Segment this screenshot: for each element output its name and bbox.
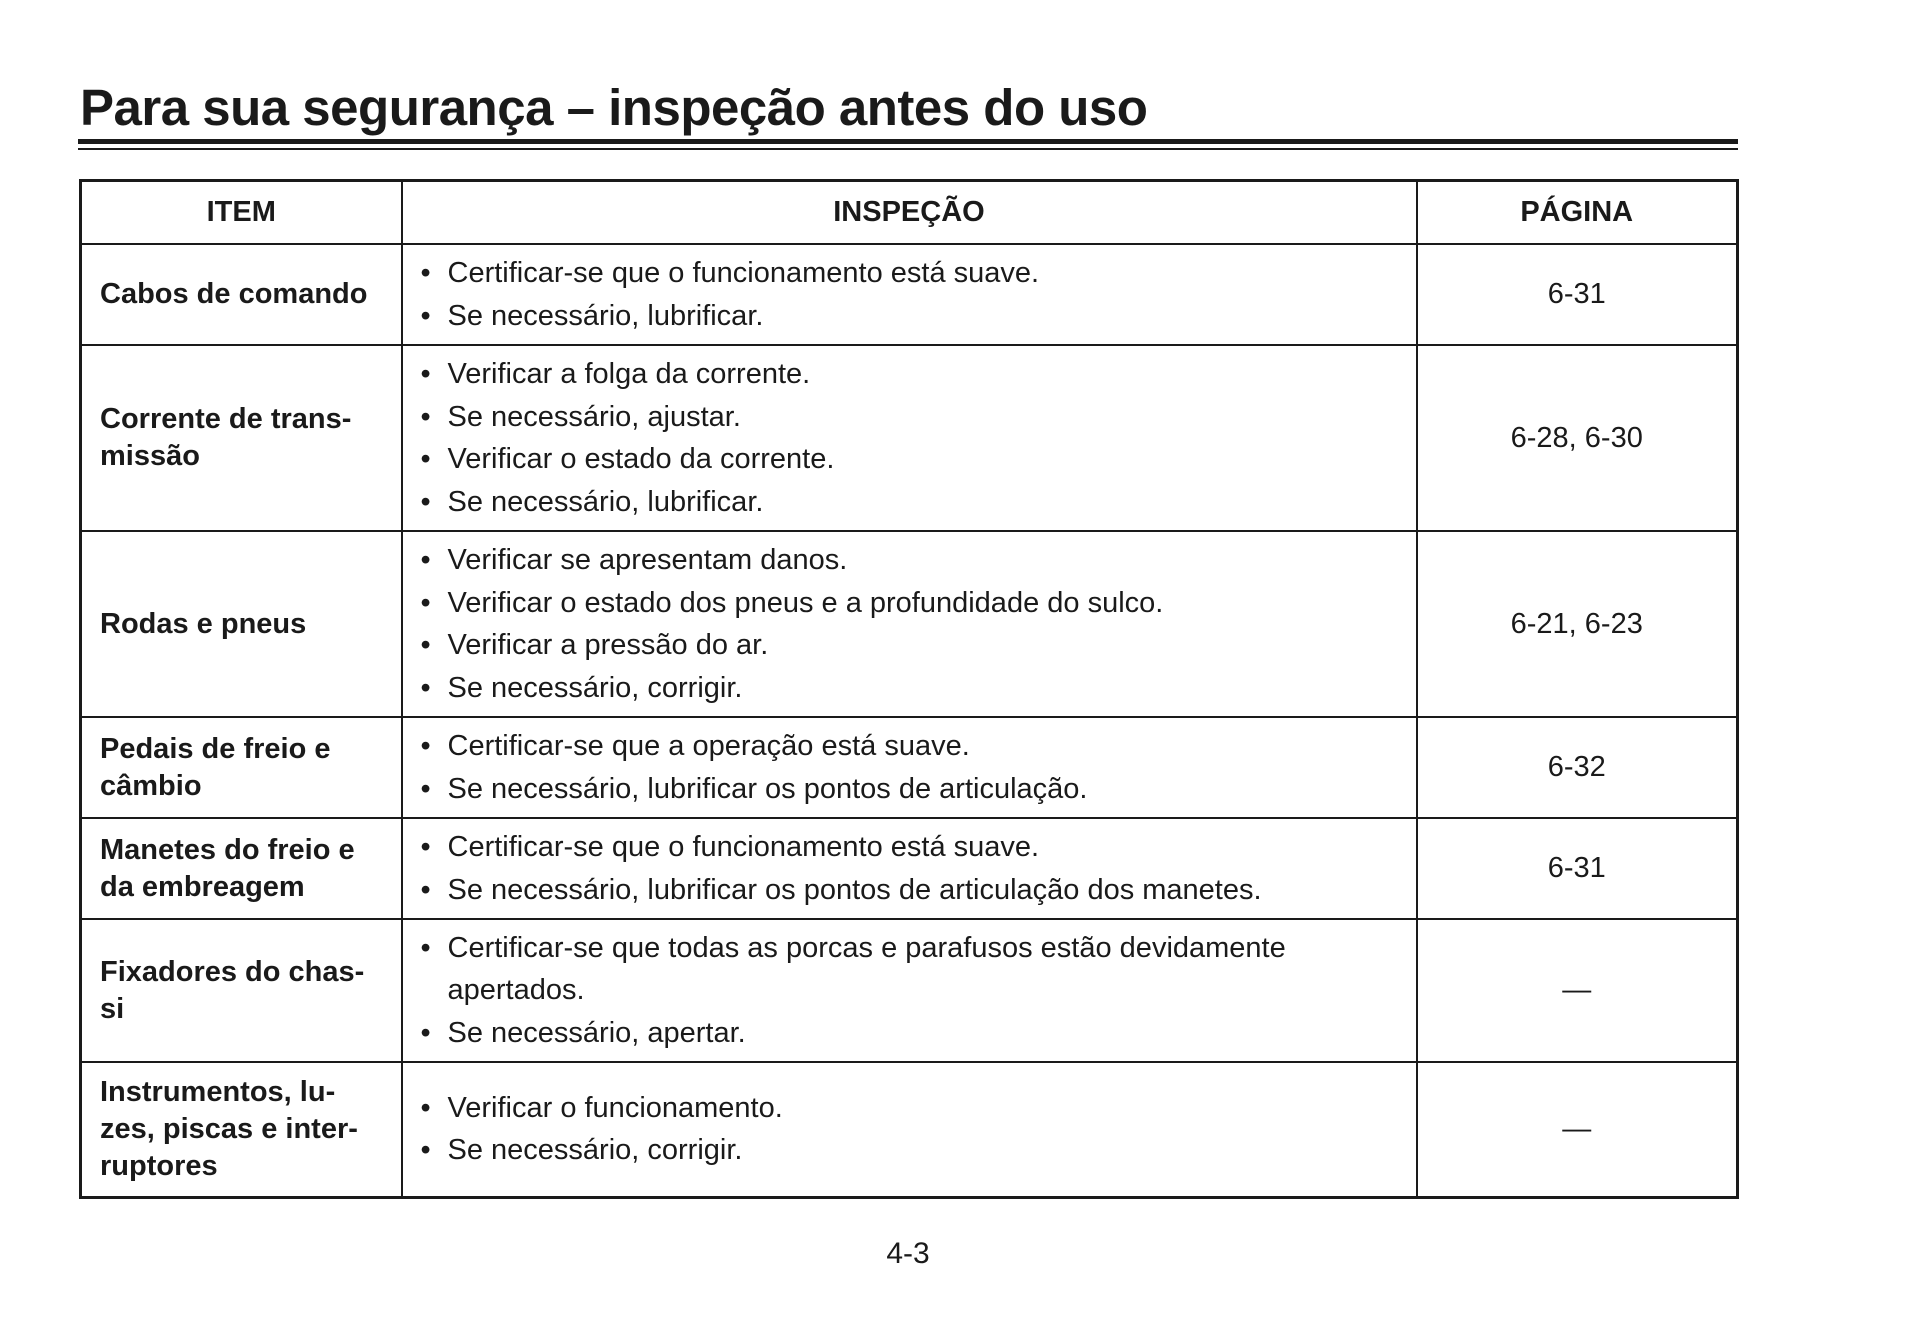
inspection-table	[79, 179, 1739, 1199]
inspection-item: • Se necessário, corrigir.	[421, 1129, 1398, 1172]
inspection-item: • Certificar-se que a operação está suave.	[421, 725, 1398, 768]
table-row	[81, 531, 1738, 717]
header-inspection: INSPEÇÃO	[402, 181, 1417, 245]
inspection-item: • Verificar a pressão do ar.	[421, 624, 1398, 667]
table-row	[81, 919, 1738, 1062]
inspection-list	[421, 826, 1398, 911]
item-cell	[81, 1062, 402, 1197]
inspection-list	[421, 353, 1398, 523]
item-cell	[81, 717, 402, 818]
inspection-item: • Verificar se apresentam danos.	[421, 539, 1398, 582]
item-cell	[81, 244, 402, 345]
table-row	[81, 818, 1738, 919]
page-ref-cell: 6-21, 6-23	[1417, 531, 1738, 717]
page-ref-cell: 6-31	[1417, 244, 1738, 345]
inspection-item: • Certificar-se que todas as porcas e parafusos estão devidamente apertados.	[421, 927, 1398, 1012]
page-ref-cell: —	[1417, 1062, 1738, 1197]
table-body	[81, 244, 1738, 1197]
inspection-item: • Se necessário, lubrificar.	[421, 295, 1398, 338]
item-cell	[81, 919, 402, 1062]
table-row	[81, 1062, 1738, 1197]
inspection-item: • Certificar-se que o funcionamento está suave.	[421, 826, 1398, 869]
item-label: Fixadores do chas- si	[100, 955, 365, 1025]
item-label: Manetes do freio e da embreagem	[100, 833, 355, 903]
item-cell	[81, 818, 402, 919]
inspection-item: • Se necessário, lubrificar.	[421, 481, 1398, 524]
page-ref-cell: 6-31	[1417, 818, 1738, 919]
inspection-cell	[402, 818, 1417, 919]
table-row	[81, 244, 1738, 345]
inspection-item: • Se necessário, lubrificar os pontos de articulação dos manetes.	[421, 869, 1398, 912]
inspection-item: • Certificar-se que o funcionamento está suave.	[421, 252, 1398, 295]
header-item: ITEM	[81, 181, 402, 245]
inspection-cell	[402, 244, 1417, 345]
item-cell	[81, 531, 402, 717]
inspection-cell	[402, 1062, 1417, 1197]
title-rule	[78, 139, 1738, 144]
inspection-item: • Verificar o estado da corrente.	[421, 438, 1398, 481]
item-label: Instrumentos, lu- zes, piscas e inter- ruptores	[100, 1075, 358, 1182]
inspection-cell	[402, 919, 1417, 1062]
header-page: PÁGINA	[1417, 181, 1738, 245]
inspection-item: • Verificar a folga da corrente.	[421, 353, 1398, 396]
table-row	[81, 717, 1738, 818]
item-label: Pedais de freio e câmbio	[100, 732, 331, 802]
inspection-list	[421, 539, 1398, 709]
page-ref-cell: —	[1417, 919, 1738, 1062]
inspection-item: • Verificar o funcionamento.	[421, 1087, 1398, 1130]
inspection-item: • Se necessário, ajustar.	[421, 396, 1398, 439]
item-label: Rodas e pneus	[100, 607, 307, 640]
page-ref-cell: 6-28, 6-30	[1417, 345, 1738, 531]
inspection-item: • Se necessário, corrigir.	[421, 667, 1398, 710]
item-label: Corrente de trans- missão	[100, 403, 352, 472]
item-label: Cabos de comando	[100, 278, 368, 310]
page-number: 4-3	[886, 1237, 930, 1270]
table-row	[81, 345, 1738, 531]
inspection-list	[421, 725, 1398, 810]
item-cell	[81, 345, 402, 531]
title-rule-secondary	[78, 148, 1738, 150]
inspection-cell	[402, 345, 1417, 531]
inspection-list	[421, 927, 1398, 1055]
inspection-cell	[402, 717, 1417, 818]
table-header-row	[81, 181, 1738, 245]
inspection-list	[421, 1087, 1398, 1172]
page-title: Para sua segurança – inspeção antes do uso	[80, 79, 1148, 136]
inspection-list	[421, 252, 1398, 337]
page-ref-cell: 6-32	[1417, 717, 1738, 818]
inspection-item: • Verificar o estado dos pneus e a profundidade do sulco.	[421, 582, 1398, 625]
inspection-item: • Se necessário, lubrificar os pontos de articulação.	[421, 768, 1398, 811]
inspection-cell	[402, 531, 1417, 717]
inspection-item: • Se necessário, apertar.	[421, 1012, 1398, 1055]
